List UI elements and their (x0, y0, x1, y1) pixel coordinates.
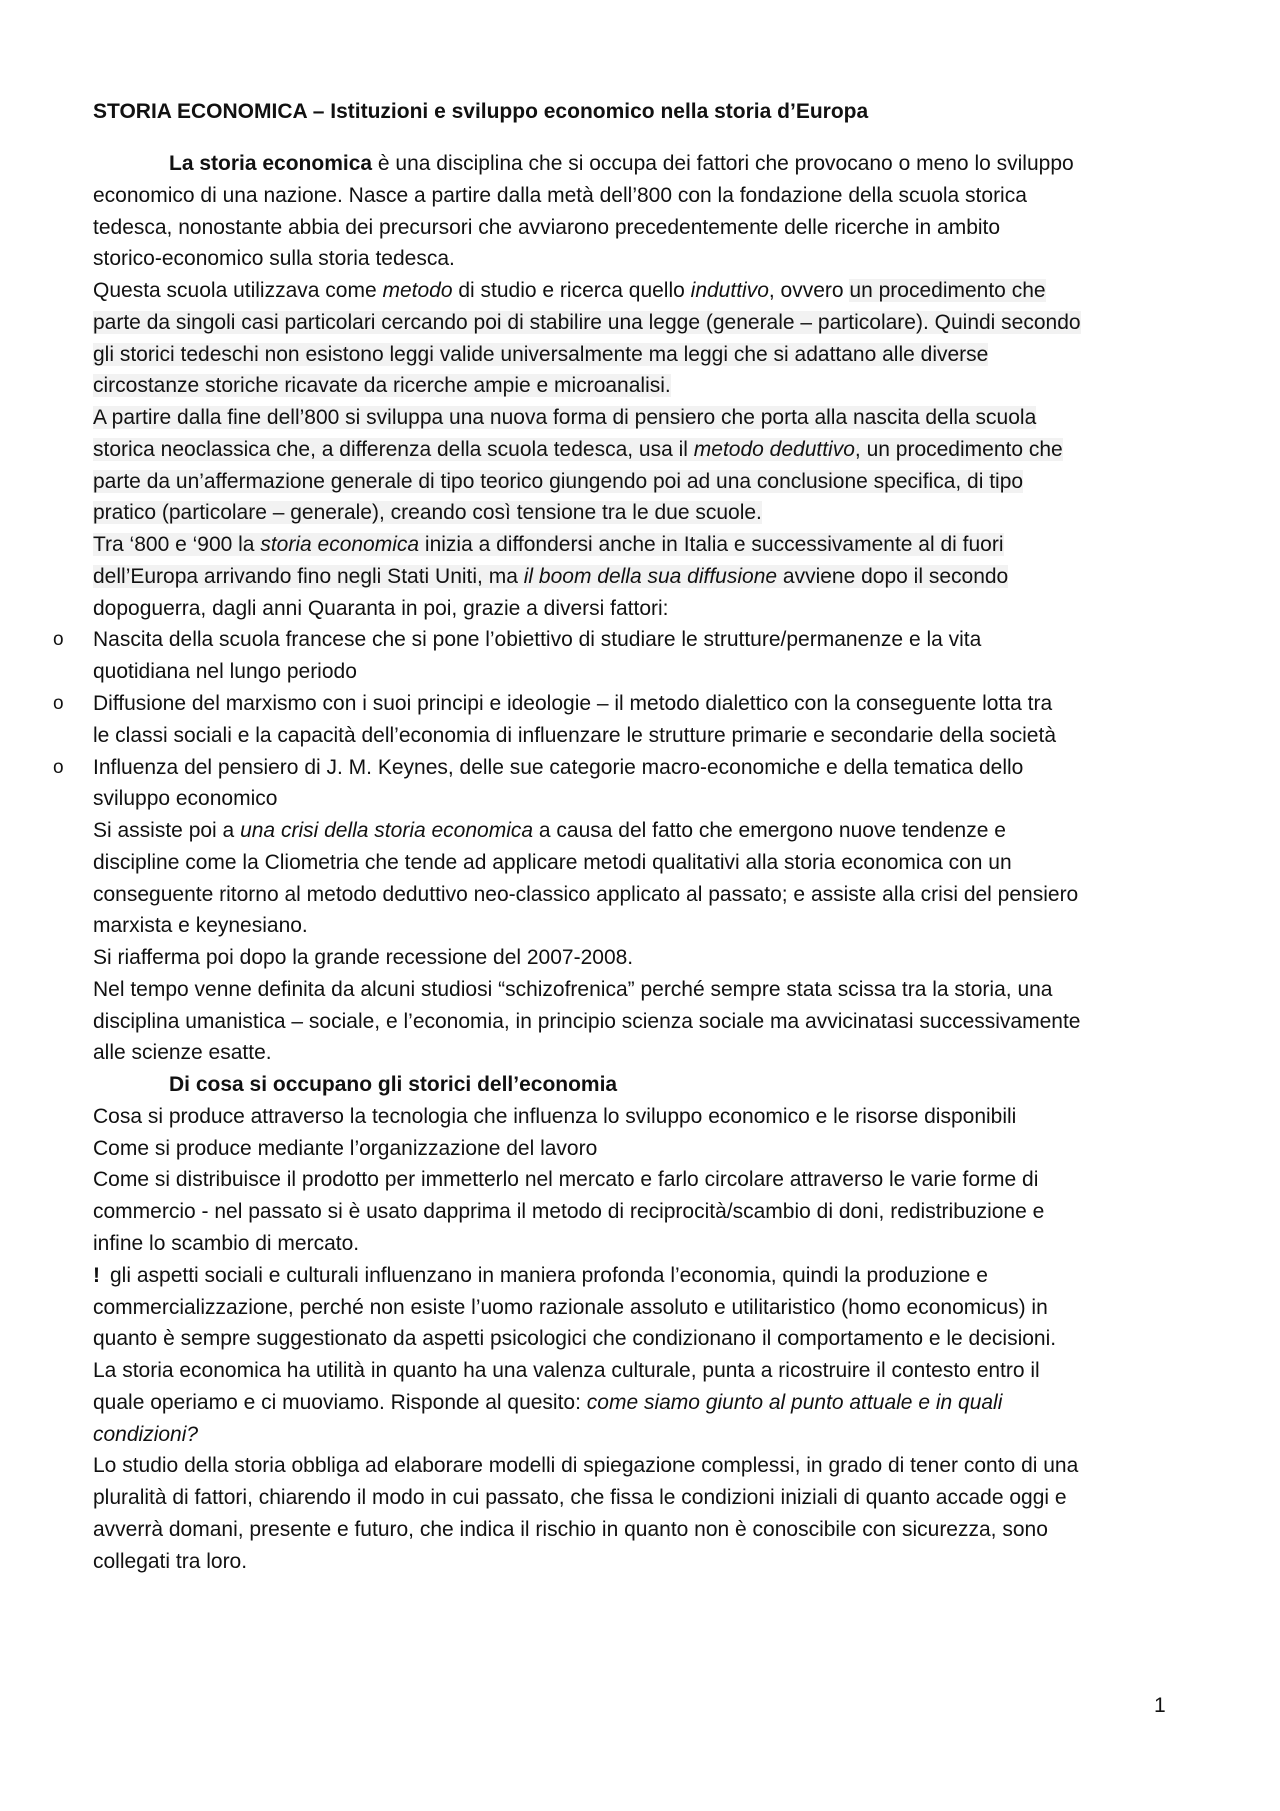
intro-line (93, 561, 1263, 593)
italic-run: una crisi della storia economica (240, 819, 534, 843)
topic-line: Come si produce mediante l’organizzazione del lavoro (93, 1136, 598, 1160)
intro-line (93, 497, 1263, 529)
text-run: quale operiamo e ci muoviamo. Risponde al quesito: (93, 1390, 587, 1414)
highlighted-run: A partire dalla fine dell’800 si sviluppa una nuova forma di pensiero che porta alla nascita della scuola (93, 406, 1037, 430)
conclusion-line: collegati tra loro. (93, 1549, 248, 1573)
document-body (53, 96, 1263, 1577)
highlighted-run: avviene dopo il secondo (777, 564, 1009, 588)
intro-line (93, 275, 1263, 307)
italic-run: il boom della sua diffusione (523, 564, 778, 588)
highlighted-run: , un procedimento che (854, 437, 1063, 461)
highlighted-run: gli storici tedeschi non esistono leggi valide universalmente ma leggi che si adattano alle diverse (93, 342, 989, 366)
intro-line (93, 529, 1263, 561)
highlighted-run: parte da un’affermazione generale di tipo teorico giungendo poi ad una conclusione specifica, di tipo (93, 469, 1024, 493)
text-run: è una disciplina che si occupa dei fattori che provocano o meno lo sviluppo (372, 151, 1074, 175)
text-run: Questa scuola utilizzava come (93, 279, 383, 303)
bullet-text: Influenza del pensiero di J. M. Keynes, delle sue categorie macro-economiche e della tematica dello (93, 755, 1024, 779)
crisis-line: Nel tempo venne definita da alcuni studiosi “schizofrenica” perché sempre stata scissa tra la storia, una (93, 977, 1053, 1001)
note-text: gli aspetti sociali e culturali influenzano in maniera profonda l’economia, quindi la produzione e (110, 1263, 988, 1287)
topic-line: Cosa si produce attraverso la tecnologia che influenza lo sviluppo economico e le risorse disponibili (93, 1104, 1017, 1128)
crisis-line (93, 815, 1263, 847)
document-title: STORIA ECONOMICA – Istituzioni e sviluppo economico nella storia d’Europa (93, 100, 869, 123)
bullet-text: Nascita della scuola francese che si pone l’obiettivo di studiare le strutture/permanenze e la vita (93, 628, 982, 652)
crisis-line: disciplina umanistica – sociale, e l’economia, in principio scienza sociale ma avvicinatasi successivamente (93, 1009, 1081, 1033)
intro-line (93, 434, 1263, 466)
bold-run: La storia economica (169, 151, 373, 175)
text-run: Si assiste poi a (93, 819, 241, 843)
note-line: quanto è sempre suggestionato da aspetti psicologici che condizionano il comportamento e le decisioni. (93, 1327, 1057, 1351)
intro-line (93, 307, 1263, 339)
intro-line (93, 339, 1263, 371)
intro-line (93, 466, 1263, 498)
bullet-item (53, 752, 1263, 784)
highlighted-run: circostanze storiche ricavate da ricerche ampie e microanalisi. (93, 374, 671, 398)
topic-line: Come si distribuisce il prodotto per immetterlo nel mercato e farlo circolare attraverso le varie forme di (93, 1168, 1039, 1192)
intro-line (93, 370, 1263, 402)
intro-line: storico-economico sulla storia tedesca. (93, 247, 455, 271)
page-number: 1 (1154, 1694, 1166, 1717)
highlighted-run: un procedimento che (849, 279, 1046, 303)
intro-line: dopoguerra, dagli anni Quaranta in poi, grazie a diversi fattori: (93, 596, 669, 620)
highlighted-run: Tra ‘800 e ‘900 la (93, 533, 261, 557)
section-heading: Di cosa si occupano gli storici dell’economia (169, 1073, 618, 1097)
conclusion-line: Lo studio della storia obbliga ad elaborare modelli di spiegazione complessi, in grado di tener conto di una (93, 1454, 1079, 1478)
topic-line: infine lo scambio di mercato. (93, 1232, 360, 1256)
italic-run: metodo (382, 279, 453, 303)
crisis-line: Si riafferma poi dopo la grande recessione del 2007-2008. (93, 946, 634, 970)
bullet-text: Diffusione del marxismo con i suoi principi e ideologie – il metodo dialettico con la conseguente lotta tra (93, 692, 1053, 715)
bullet-marker-icon: o (53, 756, 64, 778)
intro-line: economico di una nazione. Nasce a partire dalla metà dell’800 con la fondazione della scuola storica (93, 183, 1027, 207)
bullet-continuation: le classi sociali e la capacità dell’economia di influenzare le strutture primarie e secondarie della società (93, 723, 1056, 747)
crisis-line: alle scienze esatte. (93, 1041, 272, 1065)
bullet-item (53, 624, 1263, 656)
italic-run: metodo deduttivo (693, 437, 855, 461)
bullet-continuation: sviluppo economico (93, 787, 278, 811)
italic-run: storia economica (260, 533, 420, 557)
utility-line: La storia economica ha utilità in quanto ha una valenza culturale, punta a ricostruire il contesto entro il (93, 1359, 1040, 1383)
crisis-line: marxista e keynesiano. (93, 914, 308, 938)
note-line (93, 1260, 1263, 1292)
highlighted-run: pratico (particolare – generale), creando così tensione tra le due scuole. (93, 501, 762, 525)
crisis-line: conseguente ritorno al metodo deduttivo neo-classico applicato al passato; e assiste alla crisi del pensiero (93, 882, 1079, 906)
bullet-marker-icon: o (53, 693, 64, 714)
highlighted-run: parte da singoli casi particolari cercando poi di stabilire una legge (generale – particolare). Quindi secondo (93, 310, 1081, 334)
conclusion-line: avverrà domani, presente e futuro, che indica il rischio in quanto non è conoscibile con sicurezza, sono (93, 1517, 1048, 1541)
intro-line: tedesca, nonostante abbia dei precursori che avviarono precedentemente delle ricerche in ambito (93, 215, 1001, 239)
text-run: a causa del fatto che emergono nuove tendenze e (533, 819, 1006, 843)
bullet-continuation: quotidiana nel lungo periodo (93, 660, 357, 684)
intro-line (93, 402, 1263, 434)
text-run: di studio e ricerca quello (452, 279, 691, 303)
italic-run: induttivo (690, 279, 769, 303)
highlighted-run: storica neoclassica che, a differenza della scuola tedesca, usa il (93, 437, 694, 461)
conclusion-line: pluralità di fattori, chiarendo il modo in cui passato, che fissa le condizioni iniziali di quanto accade oggi e (93, 1486, 1067, 1510)
exclamation-icon: ! (93, 1263, 100, 1287)
highlighted-run: dell’Europa arrivando fino negli Stati Uniti, ma (93, 564, 524, 588)
bullet-marker-icon: o (53, 629, 64, 651)
utility-line (93, 1387, 1263, 1419)
text-run: , ovvero (768, 279, 850, 303)
utility-line: condizioni? (93, 1422, 199, 1446)
note-line: commercializzazione, perché non esiste l’uomo razionale assoluto e utilitaristico (homo economicus) in (93, 1295, 1048, 1319)
crisis-line: discipline come la Cliometria che tende ad applicare metodi qualitativi alla storia economica con un (93, 850, 1012, 874)
italic-run: come siamo giunto al punto attuale e in quali (586, 1390, 1003, 1414)
topic-line: commercio - nel passato si è usato dapprima il metodo di reciprocità/scambio di doni, redistribuzione e (93, 1200, 1045, 1224)
bullet-item (53, 688, 1263, 720)
intro-line (93, 148, 1263, 180)
highlighted-run: inizia a diffondersi anche in Italia e successivamente al di fuori (419, 533, 1004, 557)
